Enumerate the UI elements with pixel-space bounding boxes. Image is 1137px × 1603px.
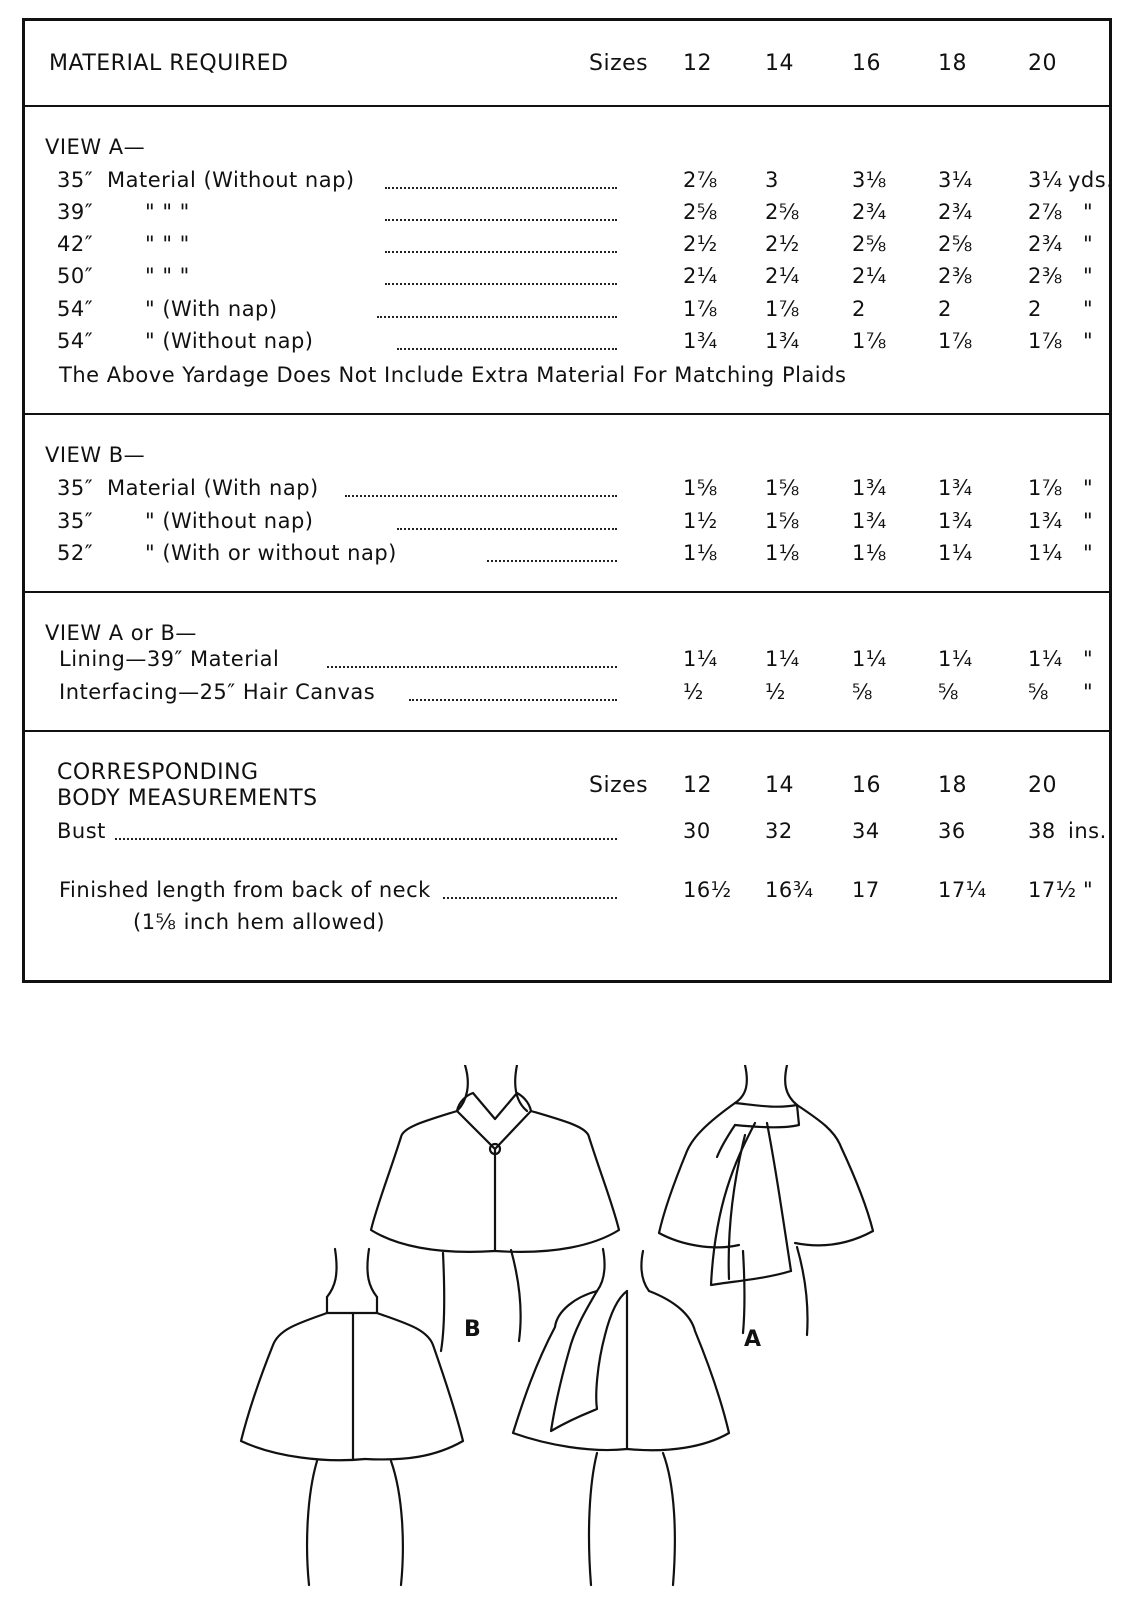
yardage-row: 39″ " " " 2⅝ 2⅝ 2¾ 2¾ 2⅞ " (25, 195, 1109, 229)
size-col-header: 20 (1028, 51, 1057, 76)
yardage-row: 54″ " (Without nap) 1¾ 1¾ 1⅞ 1⅞ 1⅞ " (25, 324, 1109, 358)
section-title-view-ab: VIEW A or B— (45, 621, 197, 645)
yardage-row: 35″ Material (Without nap) 2⅞ 3 3⅛ 3¼ 3¼ yds. (25, 163, 1109, 197)
dot-leader (487, 536, 617, 562)
yardage-row: Interfacing—25″ Hair Canvas ½ ½ ⅝ ⅝ ⅝ " (25, 675, 1109, 709)
section-title-view-b: VIEW B— (45, 443, 146, 467)
yardage-row: 35″ Material (With nap) 1⅝ 1⅝ 1¾ 1¾ 1⅞ " (25, 471, 1109, 505)
divider (25, 105, 1109, 107)
dot-leader (443, 873, 617, 899)
yardage-row: 35″ " (Without nap) 1½ 1⅝ 1¾ 1¾ 1¾ " (25, 504, 1109, 538)
yardage-row: 50″ " " " 2¼ 2¼ 2¼ 2⅜ 2⅜ " (25, 259, 1109, 293)
yardage-row: Lining—39″ Material 1¼ 1¼ 1¼ 1¼ 1¼ " (25, 642, 1109, 676)
size-col-header: 12 (683, 51, 712, 76)
body-sizes-row: Sizes 12 14 16 18 20 (589, 773, 1057, 798)
dot-leader (397, 324, 617, 350)
dot-leader (397, 504, 617, 530)
bust-row: Bust 30 32 34 36 38 ins. (25, 814, 1109, 848)
dot-leader (385, 227, 617, 253)
dot-leader (385, 163, 617, 189)
chart-title: MATERIAL REQUIRED (49, 51, 289, 76)
divider (25, 591, 1109, 593)
body-title-line1: CORRESPONDING (57, 760, 259, 785)
yardage-row: 52″ " (With or without nap) 1⅛ 1⅛ 1⅛ 1¼ 1¼ " (25, 536, 1109, 570)
hem-note: (1⅝ inch hem allowed) (133, 910, 386, 934)
dot-leader (345, 471, 617, 497)
cape-a-back-drawing (513, 1249, 729, 1585)
view-a-label: A (744, 1327, 762, 1352)
cape-b-front-drawing (371, 1065, 619, 1351)
body-title-line2: BODY MEASUREMENTS (57, 786, 318, 811)
dot-leader (385, 195, 617, 221)
section-title-view-a: VIEW A— (45, 135, 146, 159)
dot-leader (327, 642, 617, 668)
divider (25, 413, 1109, 415)
yardage-chart (22, 18, 1112, 983)
dot-leader (409, 675, 617, 701)
cape-b-back-drawing (241, 1249, 463, 1585)
dot-leader (377, 292, 617, 318)
plaid-note: The Above Yardage Does Not Include Extra Material For Matching Plaids (59, 363, 847, 387)
sizes-label: Sizes (589, 51, 649, 76)
cape-illustration (235, 1065, 895, 1590)
dot-leader (385, 259, 617, 285)
yardage-row: 42″ " " " 2½ 2½ 2⅝ 2⅝ 2¾ " (25, 227, 1109, 261)
finished-length-row: Finished length from back of neck 16½ 16¾ 17 17¼ 17½ " (25, 873, 1109, 907)
chart-header-row (25, 47, 1109, 81)
divider (25, 730, 1109, 732)
dot-leader (115, 814, 617, 840)
size-col-header: 14 (765, 51, 794, 76)
size-col-header: 18 (938, 51, 967, 76)
view-b-label: B (464, 1317, 481, 1342)
size-col-header: 16 (852, 51, 881, 76)
yardage-row: 54″ " (With nap) 1⅞ 1⅞ 2 2 2 " (25, 292, 1109, 326)
cape-a-front-drawing (659, 1065, 873, 1335)
